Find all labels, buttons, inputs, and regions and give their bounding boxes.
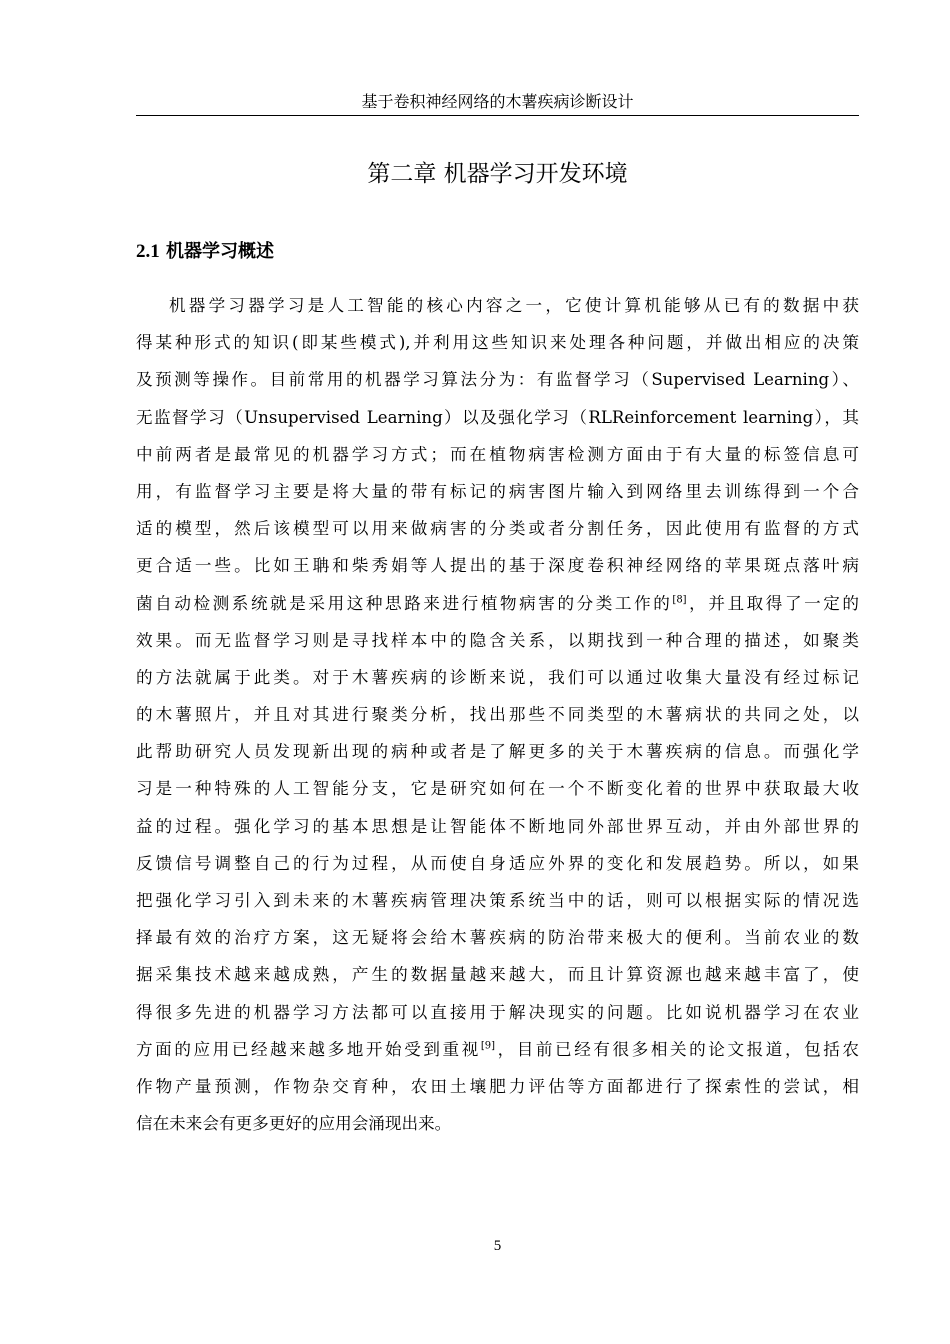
section-heading — [136, 239, 274, 265]
header-rule — [136, 115, 859, 116]
text-line: 据采集技术越来越成熟，产生的数据量越来越大，而且计算资源也越来越丰富了，使 — [136, 965, 859, 985]
text-line: 用，有监督学习主要是将大量的带有标记的病害图片输入到网络里去训练得到一个合 — [136, 481, 859, 501]
text-line: 此帮助研究人员发现新出现的病种或者是了解更多的关于木薯疾病的信息。而强化学 — [136, 742, 859, 762]
section-title: 机器学习概述 — [166, 241, 275, 262]
text-line: 益的过程。强化学习的基本思想是让智能体不断地同外部世界互动，并由外部世界的 — [136, 816, 859, 836]
text-line: 适的模型，然后该模型可以用来做病害的分类或者分割任务，因此使用有监督的方式 — [136, 519, 859, 539]
text-line: 及预测等操作。目前常用的机器学习算法分为：有监督学习（Supervised Learning）、 — [136, 370, 859, 390]
section-number: 2.1 — [136, 241, 160, 262]
text-line: 得某种形式的知识(即某些模式),并利用这些知识来处理各种问题，并做出相应的决策 — [136, 333, 859, 353]
text-line: 机器学习器学习是人工智能的核心内容之一，它使计算机能够从已有的数据中获 — [169, 296, 859, 315]
text-line: 更合适一些。比如王聃和柴秀娟等人提出的基于深度卷积神经网络的苹果斑点落叶病 — [136, 556, 859, 576]
text-line: 习是一种特殊的人工智能分支，它是研究如何在一个不断变化着的世界中获取最大收 — [136, 779, 859, 799]
text-line: 菌自动检测系统就是采用这种思路来进行植物病害的分类工作的[8]，并且取得了一定的 — [136, 593, 860, 613]
text-line: 中前两者是最常见的机器学习方式；而在植物病害检测方面由于有大量的标签信息可 — [136, 444, 859, 464]
body-paragraph — [136, 287, 859, 1142]
citation-marker: [8] — [672, 593, 687, 605]
text-line: 的木薯照片，并且对其进行聚类分析，找出那些不同类型的木薯病状的共同之处，以 — [136, 705, 859, 725]
text-line: 信在未来会有更多更好的应用会涌现出来。 — [136, 1114, 452, 1134]
text-line: 无监督学习（Unsupervised Learning）以及强化学习（RLReinforcement learning），其 — [136, 407, 859, 427]
page-number: 5 — [493, 1238, 502, 1254]
citation-marker: [9] — [480, 1040, 496, 1052]
text-line: 方面的应用已经越来越多地开始受到重视[9]，目前已经有很多相关的论文报道，包括农 — [136, 1039, 860, 1059]
text-line: 作物产量预测，作物杂交育种，农田土壤肥力评估等方面都进行了探索性的尝试，相 — [136, 1076, 859, 1096]
text-line: 的方法就属于此类。对于木薯疾病的诊断来说，我们可以通过收集大量没有经过标记 — [136, 667, 859, 687]
text-line: 把强化学习引入到未来的木薯疾病管理决策系统当中的话，则可以根据实际的情况选 — [136, 891, 859, 910]
chapter-title: 第二章 机器学习开发环境 — [367, 161, 628, 187]
text-line: 择最有效的治疗方案，这无疑将会给木薯疾病的防治带来极大的便利。当前农业的数 — [136, 928, 859, 948]
text-line: 反馈信号调整自己的行为过程，从而使自身适应外界的变化和发展趋势。所以，如果 — [136, 853, 859, 873]
text-line: 效果。而无监督学习则是寻找样本中的隐含关系，以期找到一种合理的描述，如聚类 — [136, 630, 859, 650]
text-line: 得很多先进的机器学习方法都可以直接用于解决现实的问题。比如说机器学习在农业 — [136, 1002, 859, 1022]
running-header: 基于卷积神经网络的木薯疾病诊断设计 — [361, 92, 634, 111]
